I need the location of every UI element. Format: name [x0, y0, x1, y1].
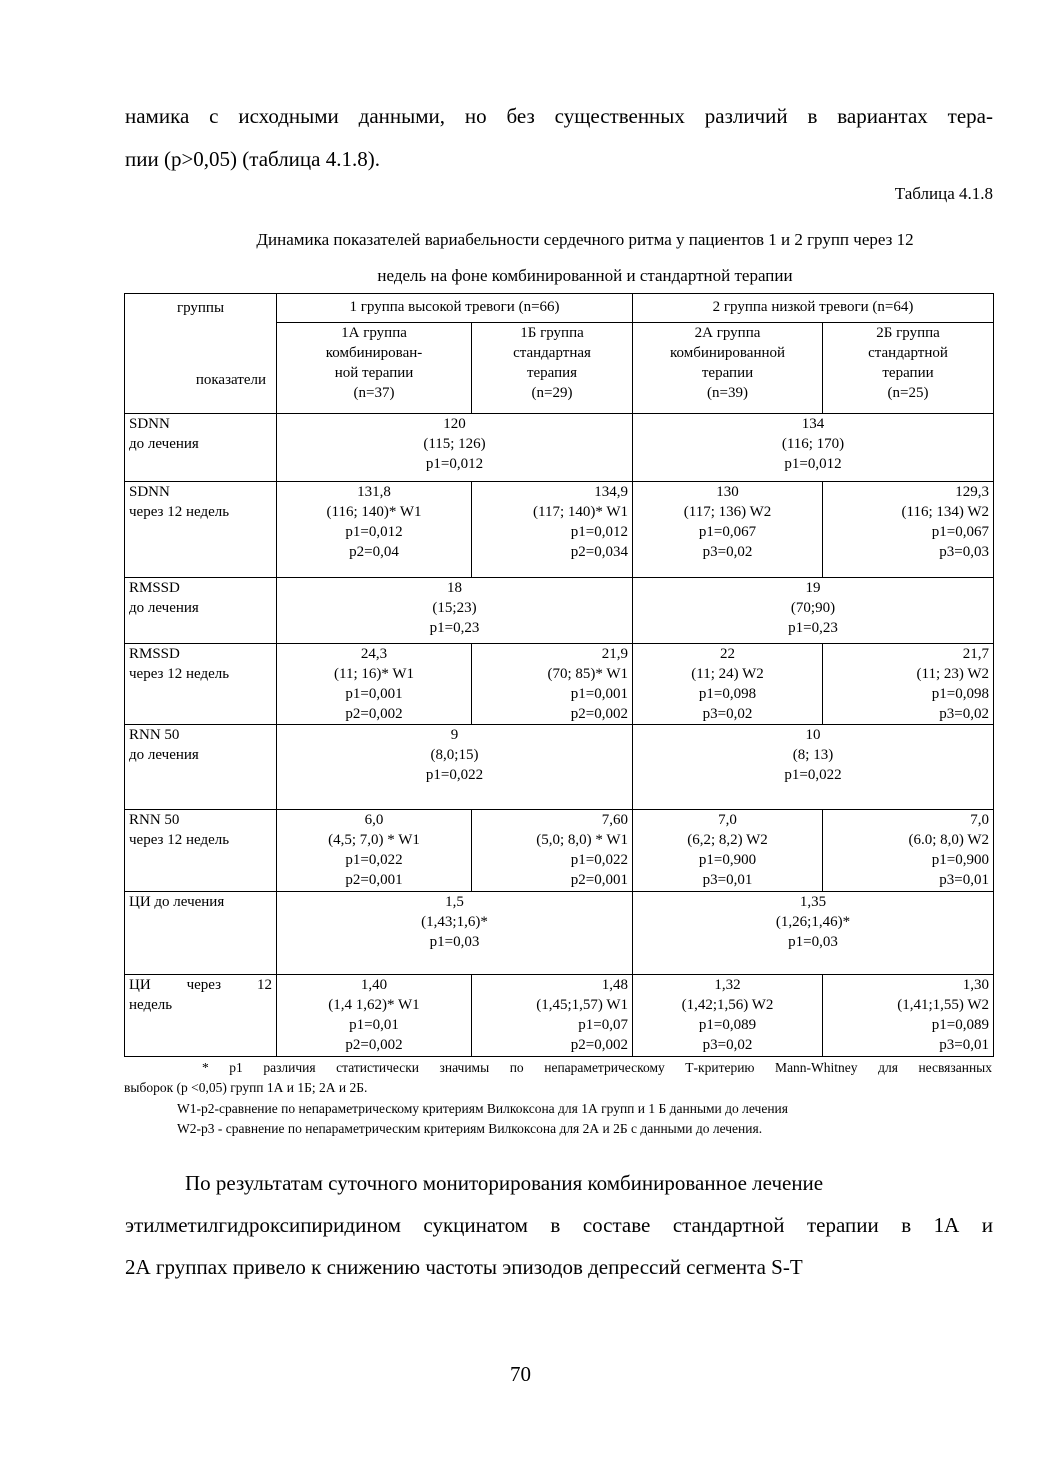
- quartile-range: (15;23): [432, 600, 477, 616]
- row-label: SDNN: [129, 416, 170, 432]
- conclusion-line-1: По результатам суточного мониторирования комбинированное лечение: [185, 1171, 824, 1195]
- footnote-3: W2-р3 - сравнение по непараметрическим критериям Вилкоксона для 2А и 2Б с данными до лечения.: [177, 1121, 763, 1136]
- row-label-cell: [125, 810, 277, 892]
- subgroup-1a-value-cell: [277, 810, 472, 892]
- median-value: 129,3: [955, 484, 990, 500]
- median-value: 120: [443, 416, 466, 432]
- p-value: p1=0,067: [698, 524, 757, 540]
- row-label: до лечения: [129, 747, 199, 763]
- p-value: p1=0,098: [931, 686, 990, 702]
- p-value: p3=0,01: [939, 872, 990, 888]
- p-value: p1=0,001: [345, 686, 403, 702]
- median-value: 7,0: [970, 812, 990, 828]
- p-value: p1=0,022: [345, 852, 403, 868]
- p-value: p1=0,07: [578, 1017, 629, 1033]
- row-label-cell: [125, 644, 277, 725]
- p-value: p1=0,022: [425, 767, 484, 783]
- quartile-range: (1,41;1,55) W2: [897, 997, 990, 1013]
- p-value: p3=0,01: [939, 1037, 990, 1053]
- quartile-range: (70;90): [790, 600, 836, 616]
- median-value: 1,5: [445, 894, 464, 910]
- row-label: недель: [129, 997, 173, 1013]
- p-value: p3=0,01: [702, 872, 753, 888]
- p-value: p1=0,03: [429, 934, 480, 950]
- p-value: p1=0,01: [349, 1017, 399, 1033]
- conclusion-line-2: этилметилгидроксипиридином сукцинатом в составе стандартной терапии в 1А и: [125, 1213, 993, 1237]
- row-label-line-1: [129, 975, 272, 995]
- p-value: p2=0,002: [345, 706, 403, 722]
- header-row-groups: [125, 294, 994, 323]
- quartile-range: (70; 85)* W1: [547, 666, 629, 682]
- row-label-cell: [125, 975, 277, 1057]
- table-row-rnn50-before: [125, 725, 994, 810]
- row-label: SDNN: [129, 484, 170, 500]
- subgroup-1b-value-cell: [472, 975, 633, 1057]
- p-value: p3=0,02: [702, 706, 753, 722]
- median-value: 24,3: [360, 646, 388, 662]
- subgroup-2b-value-cell: [823, 644, 994, 725]
- p-value: p3=0,02: [702, 1037, 753, 1053]
- p-value: p1=0,03: [788, 934, 838, 950]
- table-row-rmssd-before: [125, 578, 994, 644]
- median-value: 9: [450, 727, 459, 743]
- row-label: через 12 недель: [129, 666, 230, 682]
- quartile-range: (1,43;1,6)*: [421, 914, 488, 930]
- p-value: p1=0,089: [931, 1017, 990, 1033]
- quartile-range: (8,0;15): [430, 747, 479, 763]
- p-value: p3=0,02: [702, 544, 753, 560]
- subgroup-1a-header: [277, 323, 472, 414]
- p-value: p3=0,03: [939, 544, 990, 560]
- subgroup-1a-line: (n=37): [353, 385, 395, 402]
- group-2-value-cell: [633, 892, 994, 975]
- footnote-2: W1-р2-сравнение по непараметрическому критериям Вилкоксона для 1А групп и 1 Б данными до лечения: [177, 1101, 788, 1116]
- quartile-range: (1,45;1,57) W1: [536, 997, 629, 1013]
- p-value: p2=0,002: [345, 1037, 403, 1053]
- footnote-text: * p1 различия статистически значимы по непараметрическому Т-критерию Mann-Whitney для несвязанных: [202, 1060, 992, 1075]
- subgroup-2a-value-cell: [633, 644, 823, 725]
- p-value: p1=0,900: [698, 852, 757, 868]
- row-label-cell: [125, 892, 277, 975]
- hrv-table: [124, 293, 994, 1057]
- p-value: p2=0,04: [349, 544, 399, 560]
- quartile-range: (115; 126): [423, 436, 486, 452]
- quartile-range: (11; 24) W2: [691, 666, 764, 682]
- row-label-cell: [125, 725, 277, 810]
- quartile-range: (4,5; 7,0) * W1: [328, 832, 420, 848]
- subgroup-2b-line: стандартной: [868, 345, 948, 362]
- group-2-value-cell: [633, 578, 994, 644]
- subgroup-2b-value-cell: [823, 482, 994, 578]
- median-value: 7,0: [718, 812, 737, 828]
- group-2-value-cell: [633, 414, 994, 482]
- table-number: Таблица 4.1.8: [894, 184, 993, 203]
- group-1-value-cell: [277, 414, 633, 482]
- intro-line-2: пии (р>0,05) (таблица 4.1.8).: [125, 147, 380, 171]
- quartile-range: (11; 23) W2: [916, 666, 990, 682]
- median-value: 21,7: [962, 646, 990, 662]
- median-value: 18: [447, 580, 462, 596]
- p-value: p1=0,900: [931, 852, 990, 868]
- p-value: p2=0,034: [570, 544, 629, 560]
- subgroup-2a-value-cell: [633, 810, 823, 892]
- p-value: p1=0,23: [788, 620, 838, 636]
- p-value: p1=0,022: [784, 767, 842, 783]
- subgroup-2b-line: (n=25): [887, 385, 929, 402]
- footnote-1-line-1: [124, 1058, 993, 1078]
- subgroup-1a-value-cell: [277, 975, 472, 1057]
- subgroup-2a-line: комбинированной: [669, 345, 786, 362]
- table-row-rmssd-after: [125, 644, 994, 725]
- subgroup-2b-line: 2Б группа: [876, 325, 940, 342]
- quartile-range: (116; 140)* W1: [326, 504, 422, 520]
- subgroup-2b-value-cell: [823, 975, 994, 1057]
- quartile-range: (8; 13): [792, 747, 834, 763]
- subgroup-2b-line: терапии: [882, 365, 934, 382]
- subgroup-1b-line: 1Б группа: [520, 325, 584, 342]
- quartile-range: (1,42;1,56) W2: [681, 997, 774, 1013]
- subgroup-1b-line: терапия: [526, 365, 578, 382]
- quartile-range: (116; 134) W2: [901, 504, 990, 520]
- intro-line-1: намика с исходными данными, но без существенных различий в вариантах тера-: [125, 104, 993, 128]
- p-value: p1=0,089: [698, 1017, 757, 1033]
- median-value: 1,40: [360, 977, 388, 993]
- median-value: 19: [805, 580, 821, 596]
- p-value: p1=0,012: [784, 456, 842, 472]
- header-corner-cell: [125, 294, 277, 414]
- group-1-value-cell: [277, 578, 633, 644]
- subgroup-1b-value-cell: [472, 644, 633, 725]
- p-value: p3=0,02: [939, 706, 990, 722]
- table-row-sdnn-after: [125, 482, 994, 578]
- p-value: p2=0,002: [570, 1037, 629, 1053]
- table-row-ci-before: [125, 892, 994, 975]
- median-value: 131,8: [357, 484, 391, 500]
- conclusion-line-3: 2А группах привело к снижению частоты эпизодов депрессий сегмента S-T: [125, 1255, 803, 1279]
- p-value: p2=0,002: [570, 706, 629, 722]
- subgroup-2a-value-cell: [633, 975, 823, 1057]
- subgroup-1a-line: ной терапии: [334, 365, 414, 382]
- p-value: p1=0,23: [429, 620, 480, 636]
- row-label-cell: [125, 414, 277, 482]
- row-label-cell: [125, 578, 277, 644]
- quartile-range: (116; 170): [781, 436, 845, 452]
- row-label: RMSSD: [129, 646, 180, 662]
- row-label: до лечения: [129, 436, 199, 452]
- subgroup-2b-header: [823, 323, 994, 414]
- row-label: до лечения: [129, 600, 199, 616]
- group-2-header: 2 группа низкой тревоги (n=64): [633, 294, 994, 323]
- median-value: 6,0: [364, 812, 384, 828]
- row-label: RNN 50: [129, 812, 180, 828]
- groups-label: группы: [176, 300, 225, 316]
- row-label: ЦИ до лечения: [129, 894, 225, 910]
- subgroup-1b-line: стандартная: [513, 345, 591, 362]
- median-value: 1,30: [962, 977, 990, 993]
- quartile-range: (6.0; 8,0) W2: [908, 832, 990, 848]
- table-row-sdnn-before: [125, 414, 994, 482]
- quartile-range: (1,4 1,62)* W1: [328, 997, 420, 1013]
- row-label-word: ЦИ: [129, 977, 151, 993]
- subgroup-1b-header: [472, 323, 633, 414]
- p-value: p1=0,022: [570, 852, 629, 868]
- row-label: через 12 недель: [129, 504, 230, 520]
- median-value: 130: [716, 484, 739, 500]
- median-value: 1,32: [714, 977, 741, 993]
- p-value: p1=0,012: [345, 524, 403, 540]
- quartile-range: (11; 16)* W1: [334, 666, 414, 682]
- p-value: p2=0,001: [345, 872, 403, 888]
- group-1-value-cell: [277, 892, 633, 975]
- group-1-header: 1 группа высокой тревоги (n=66): [277, 294, 633, 323]
- median-value: 22: [720, 646, 736, 662]
- p-value: p1=0,098: [698, 686, 757, 702]
- p-value: p2=0,001: [570, 872, 629, 888]
- median-value: 1,35: [799, 894, 827, 910]
- table-row-ci-after: [125, 975, 994, 1057]
- subgroup-2a-line: терапии: [701, 365, 754, 382]
- subgroup-1a-line: комбинирован-: [325, 345, 423, 362]
- row-label-word: через: [186, 977, 222, 993]
- quartile-range: (6,2; 8,2) W2: [687, 832, 768, 848]
- p-value: p1=0,012: [570, 524, 629, 540]
- table-title-line-1: Динамика показателей вариабельности сердечного ритма у пациентов 1 и 2 групп через 12: [256, 230, 914, 249]
- subgroup-2a-header: [633, 323, 823, 414]
- subgroup-2a-line: (n=39): [707, 385, 748, 402]
- median-value: 1,48: [601, 977, 629, 993]
- group-2-value-cell: [633, 725, 994, 810]
- footnote-1-line-2: выборок (р <0,05) групп 1А и 1Б; 2А и 2Б.: [124, 1080, 368, 1095]
- p-value: p1=0,067: [931, 524, 990, 540]
- page-number: 70: [510, 1362, 531, 1386]
- table-title-line-2: недель на фоне комбинированной и стандартной терапии: [377, 266, 793, 285]
- row-label-cell: [125, 482, 277, 578]
- median-value: 134,9: [594, 484, 629, 500]
- subgroup-1a-value-cell: [277, 644, 472, 725]
- median-value: 21,9: [601, 646, 629, 662]
- indicators-label: показатели: [195, 372, 266, 388]
- quartile-range: (5,0; 8,0) * W1: [536, 832, 629, 848]
- subgroup-2b-value-cell: [823, 810, 994, 892]
- quartile-range: (117; 140)* W1: [533, 504, 629, 520]
- row-label-word: 12: [256, 977, 272, 993]
- subgroup-1a-line: 1А группа: [341, 325, 407, 342]
- p-value: p1=0,012: [425, 456, 484, 472]
- quartile-range: (117; 136) W2: [683, 504, 772, 520]
- median-value: 134: [801, 416, 825, 432]
- subgroup-1b-line: (n=29): [531, 385, 573, 402]
- median-value: 7,60: [601, 812, 629, 828]
- subgroup-1a-value-cell: [277, 482, 472, 578]
- quartile-range: (1,26;1,46)*: [775, 914, 851, 930]
- subgroup-1b-value-cell: [472, 482, 633, 578]
- row-label: RMSSD: [129, 580, 180, 596]
- group-1-value-cell: [277, 725, 633, 810]
- table-title: [150, 222, 1020, 294]
- row-label: RNN 50: [129, 727, 180, 743]
- p-value: p1=0,001: [570, 686, 629, 702]
- subgroup-2a-line: 2А группа: [694, 325, 761, 342]
- subgroup-1b-value-cell: [472, 810, 633, 892]
- row-label: через 12 недель: [129, 832, 230, 848]
- median-value: 10: [805, 727, 821, 743]
- subgroup-2a-value-cell: [633, 482, 823, 578]
- table-row-rnn50-after: [125, 810, 994, 892]
